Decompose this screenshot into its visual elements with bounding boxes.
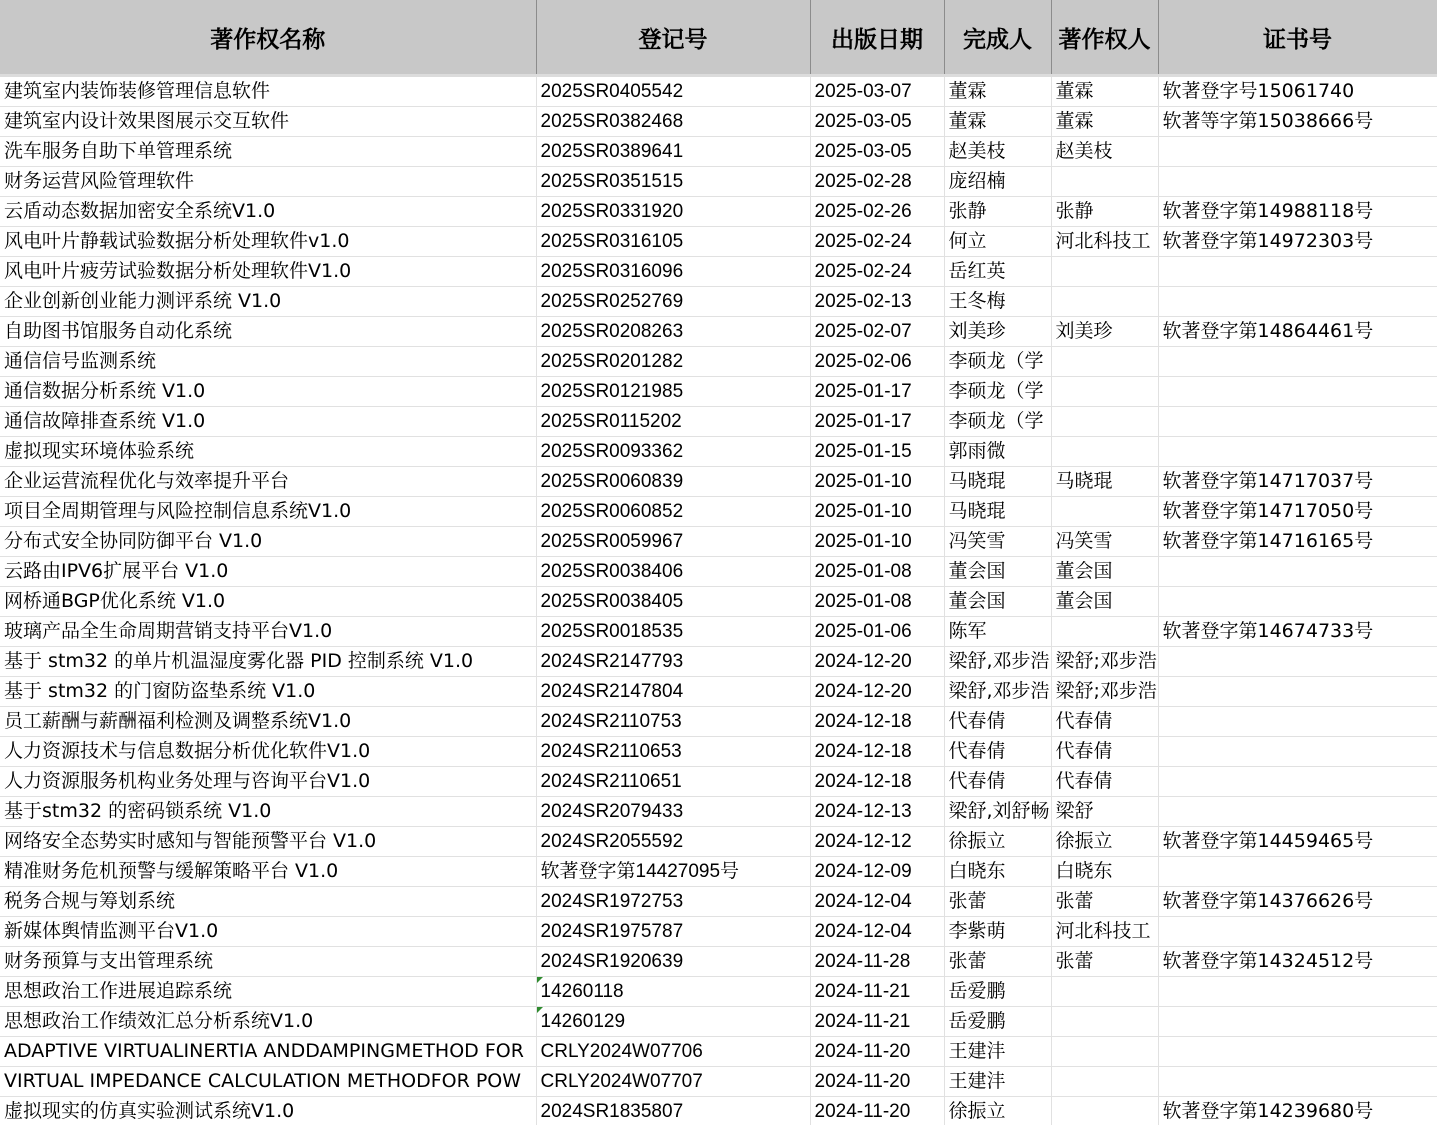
cell-publish-date[interactable]: 2024-12-18 <box>810 737 944 767</box>
header-author[interactable]: 完成人 <box>944 0 1051 76</box>
cell-publish-date[interactable]: 2025-03-05 <box>810 137 944 167</box>
cell-author[interactable]: 赵美枝 <box>944 137 1051 167</box>
cell-author[interactable]: 白晓东 <box>944 857 1051 887</box>
cell-owner[interactable] <box>1051 1037 1158 1067</box>
cell-author[interactable]: 董霖 <box>944 107 1051 137</box>
cell-name[interactable]: 建筑室内设计效果图展示交互软件 <box>0 107 536 137</box>
table-row <box>0 167 1437 197</box>
cell-publish-date[interactable]: 2024-12-09 <box>810 857 944 887</box>
cell-publish-date[interactable]: 2024-12-20 <box>810 647 944 677</box>
cell-publish-date[interactable]: 2024-11-20 <box>810 1067 944 1097</box>
cell-name[interactable]: 项目全周期管理与风险控制信息系统V1.0 <box>0 497 536 527</box>
cell-registration-number[interactable]: 2024SR1920639 <box>536 947 810 977</box>
cell-author[interactable]: 梁舒,刘舒畅 <box>944 797 1051 827</box>
table-row <box>0 497 1437 527</box>
cell-registration-number[interactable]: 14260118 <box>536 977 810 1007</box>
cell-certificate-number[interactable] <box>1158 737 1437 767</box>
table-row <box>0 527 1437 557</box>
cell-owner[interactable] <box>1051 977 1158 1007</box>
cell-publish-date[interactable]: 2025-03-07 <box>810 76 944 107</box>
cell-author[interactable]: 李硕龙（学 <box>944 347 1051 377</box>
table-row <box>0 1067 1437 1097</box>
cell-owner[interactable] <box>1051 497 1158 527</box>
cell-name[interactable]: 思想政治工作进展追踪系统 <box>0 977 536 1007</box>
table-row <box>0 767 1437 797</box>
table-row <box>0 707 1437 737</box>
cell-name[interactable]: 洗车服务自助下单管理系统 <box>0 137 536 167</box>
cell-certificate-number[interactable] <box>1158 137 1437 167</box>
cell-certificate-number[interactable]: 软著登字第14717037号 <box>1158 467 1437 497</box>
cell-owner[interactable]: 代春倩 <box>1051 737 1158 767</box>
table-row <box>0 407 1437 437</box>
cell-certificate-number[interactable] <box>1158 587 1437 617</box>
cell-certificate-number[interactable] <box>1158 1037 1437 1067</box>
cell-author[interactable]: 李紫萌 <box>944 917 1051 947</box>
cell-author[interactable]: 王建沣 <box>944 1037 1051 1067</box>
cell-name[interactable]: 思想政治工作绩效汇总分析系统V1.0 <box>0 1007 536 1037</box>
table-row <box>0 197 1437 227</box>
cell-certificate-number[interactable]: 软著登字第14674733号 <box>1158 617 1437 647</box>
cell-certificate-number[interactable]: 软著登字第14988118号 <box>1158 197 1437 227</box>
table-row <box>0 137 1437 167</box>
cell-publish-date[interactable]: 2024-12-18 <box>810 767 944 797</box>
cell-certificate-number[interactable] <box>1158 1067 1437 1097</box>
cell-owner[interactable]: 张蕾 <box>1051 947 1158 977</box>
cell-owner[interactable]: 徐振立 <box>1051 827 1158 857</box>
cell-name[interactable]: 虚拟现实环境体验系统 <box>0 437 536 467</box>
cell-publish-date[interactable]: 2025-02-24 <box>810 227 944 257</box>
cell-owner[interactable] <box>1051 617 1158 647</box>
cell-name[interactable]: 企业创新创业能力测评系统 V1.0 <box>0 287 536 317</box>
cell-name[interactable]: 虚拟现实的仿真实验测试系统V1.0 <box>0 1097 536 1125</box>
cell-registration-number[interactable]: 2024SR2147793 <box>536 647 810 677</box>
cell-name[interactable]: 风电叶片疲劳试验数据分析处理软件V1.0 <box>0 257 536 287</box>
cell-certificate-number[interactable] <box>1158 647 1437 677</box>
cell-registration-number[interactable]: CRLY2024W07707 <box>536 1067 810 1097</box>
cell-publish-date[interactable]: 2025-01-10 <box>810 497 944 527</box>
table-row <box>0 257 1437 287</box>
cell-owner[interactable]: 董会国 <box>1051 587 1158 617</box>
cell-author[interactable]: 王冬梅 <box>944 287 1051 317</box>
cell-certificate-number[interactable] <box>1158 557 1437 587</box>
header-certificate-number[interactable]: 证书号 <box>1158 0 1437 76</box>
cell-certificate-number[interactable] <box>1158 857 1437 887</box>
cell-registration-number[interactable]: 2024SR1975787 <box>536 917 810 947</box>
cell-author[interactable]: 董霖 <box>944 76 1051 107</box>
cell-publish-date[interactable]: 2024-12-13 <box>810 797 944 827</box>
table-row <box>0 977 1437 1007</box>
cell-publish-date[interactable]: 2025-01-10 <box>810 467 944 497</box>
table-row <box>0 377 1437 407</box>
cell-registration-number[interactable]: 2025SR0121985 <box>536 377 810 407</box>
cell-name[interactable]: 税务合规与筹划系统 <box>0 887 536 917</box>
cell-publish-date[interactable]: 2025-03-05 <box>810 107 944 137</box>
cell-owner[interactable] <box>1051 1007 1158 1037</box>
header-registration-number[interactable]: 登记号 <box>536 0 810 76</box>
cell-registration-number[interactable]: 2024SR1972753 <box>536 887 810 917</box>
cell-registration-number[interactable]: 2024SR2055592 <box>536 827 810 857</box>
cell-certificate-number[interactable] <box>1158 377 1437 407</box>
cell-author[interactable]: 张静 <box>944 197 1051 227</box>
cell-author[interactable]: 李硕龙（学 <box>944 407 1051 437</box>
cell-publish-date[interactable]: 2025-01-06 <box>810 617 944 647</box>
cell-name[interactable]: 云路由IPV6扩展平台 V1.0 <box>0 557 536 587</box>
cell-certificate-number[interactable] <box>1158 257 1437 287</box>
cell-publish-date[interactable]: 2024-11-20 <box>810 1097 944 1125</box>
cell-name[interactable]: 风电叶片静载试验数据分析处理软件v1.0 <box>0 227 536 257</box>
cell-publish-date[interactable]: 2024-12-04 <box>810 917 944 947</box>
table-row <box>0 917 1437 947</box>
cell-publish-date[interactable]: 2025-02-07 <box>810 317 944 347</box>
cell-author[interactable]: 马晓琨 <box>944 497 1051 527</box>
header-name[interactable]: 著作权名称 <box>0 0 536 76</box>
table-row <box>0 557 1437 587</box>
header-publish-date[interactable]: 出版日期 <box>810 0 944 76</box>
cell-author[interactable]: 梁舒,邓步浩 <box>944 647 1051 677</box>
table-row <box>0 1007 1437 1037</box>
cell-certificate-number[interactable] <box>1158 437 1437 467</box>
cell-name[interactable]: ADAPTIVE VIRTUALINERTIA ANDDAMPINGMETHOD FOR <box>0 1037 536 1067</box>
cell-author[interactable]: 徐振立 <box>944 827 1051 857</box>
cell-author[interactable]: 代春倩 <box>944 767 1051 797</box>
table-row <box>0 227 1437 257</box>
cell-publish-date[interactable]: 2025-02-28 <box>810 167 944 197</box>
table-row <box>0 797 1437 827</box>
cell-name[interactable]: 财务预算与支出管理系统 <box>0 947 536 977</box>
cell-certificate-number[interactable]: 软著登字第14459465号 <box>1158 827 1437 857</box>
cell-publish-date[interactable]: 2025-02-24 <box>810 257 944 287</box>
cell-registration-number[interactable]: 2025SR0201282 <box>536 347 810 377</box>
cell-name[interactable]: 通信数据分析系统 V1.0 <box>0 377 536 407</box>
cell-name[interactable]: 通信信号监测系统 <box>0 347 536 377</box>
cell-owner[interactable]: 张静 <box>1051 197 1158 227</box>
cell-certificate-number[interactable]: 软著登字第14239680号 <box>1158 1097 1437 1125</box>
table-row <box>0 737 1437 767</box>
cell-author[interactable]: 郭雨微 <box>944 437 1051 467</box>
cell-publish-date[interactable]: 2024-12-20 <box>810 677 944 707</box>
cell-registration-number[interactable]: 2024SR2147804 <box>536 677 810 707</box>
cell-name[interactable]: 网络安全态势实时感知与智能预警平台 V1.0 <box>0 827 536 857</box>
cell-name[interactable]: 人力资源服务机构业务处理与咨询平台V1.0 <box>0 767 536 797</box>
cell-author[interactable]: 庞绍楠 <box>944 167 1051 197</box>
cell-publish-date[interactable]: 2025-01-17 <box>810 377 944 407</box>
cell-author[interactable]: 徐振立 <box>944 1097 1051 1125</box>
cell-publish-date[interactable]: 2024-12-18 <box>810 707 944 737</box>
cell-registration-number[interactable]: 软著登字第14427095号 <box>536 857 810 887</box>
cell-registration-number[interactable]: 2024SR2110753 <box>536 707 810 737</box>
cell-owner[interactable]: 马晓琨 <box>1051 467 1158 497</box>
cell-name[interactable]: 基于stm32 的密码锁系统 V1.0 <box>0 797 536 827</box>
cell-name[interactable]: VIRTUAL IMPEDANCE CALCULATION METHODFOR POW <box>0 1067 536 1097</box>
cell-owner[interactable]: 张蕾 <box>1051 887 1158 917</box>
header-row <box>0 0 1437 76</box>
cell-registration-number[interactable]: 14260129 <box>536 1007 810 1037</box>
cell-registration-number[interactable]: 2024SR2079433 <box>536 797 810 827</box>
cell-certificate-number[interactable] <box>1158 917 1437 947</box>
cell-author[interactable]: 冯笑雪 <box>944 527 1051 557</box>
cell-owner[interactable]: 河北科技工 <box>1051 227 1158 257</box>
cell-name[interactable]: 网桥通BGP优化系统 V1.0 <box>0 587 536 617</box>
cell-certificate-number[interactable] <box>1158 797 1437 827</box>
cell-certificate-number[interactable] <box>1158 287 1437 317</box>
table-row <box>0 1037 1437 1067</box>
cell-author[interactable]: 王建沣 <box>944 1067 1051 1097</box>
cell-certificate-number[interactable]: 软著等字第15038666号 <box>1158 107 1437 137</box>
cell-publish-date[interactable]: 2024-11-21 <box>810 977 944 1007</box>
cell-certificate-number[interactable] <box>1158 167 1437 197</box>
table-row <box>0 347 1437 377</box>
cell-name[interactable]: 通信故障排查系统 V1.0 <box>0 407 536 437</box>
cell-certificate-number[interactable]: 软著登字第14716165号 <box>1158 527 1437 557</box>
cell-name[interactable]: 精准财务危机预警与缓解策略平台 V1.0 <box>0 857 536 887</box>
cell-publish-date[interactable]: 2024-11-28 <box>810 947 944 977</box>
cell-owner[interactable] <box>1051 407 1158 437</box>
table-row <box>0 467 1437 497</box>
table-row <box>0 827 1437 857</box>
cell-publish-date[interactable]: 2025-01-08 <box>810 587 944 617</box>
cell-owner[interactable] <box>1051 347 1158 377</box>
cell-author[interactable]: 岳爱鹏 <box>944 1007 1051 1037</box>
cell-owner[interactable] <box>1051 167 1158 197</box>
cell-author[interactable]: 刘美珍 <box>944 317 1051 347</box>
cell-registration-number[interactable]: 2025SR0252769 <box>536 287 810 317</box>
cell-author[interactable]: 梁舒,邓步浩 <box>944 677 1051 707</box>
cell-certificate-number[interactable]: 软著登字第14972303号 <box>1158 227 1437 257</box>
table-row <box>0 857 1437 887</box>
cell-publish-date[interactable]: 2025-02-26 <box>810 197 944 227</box>
table-row <box>0 677 1437 707</box>
cell-registration-number[interactable]: 2025SR0018535 <box>536 617 810 647</box>
cell-registration-number[interactable]: 2025SR0060852 <box>536 497 810 527</box>
cell-registration-number[interactable]: 2025SR0038406 <box>536 557 810 587</box>
cell-registration-number[interactable]: 2024SR2110653 <box>536 737 810 767</box>
cell-name[interactable]: 财务运营风险管理软件 <box>0 167 536 197</box>
cell-certificate-number[interactable] <box>1158 347 1437 377</box>
cell-registration-number[interactable]: 2025SR0382468 <box>536 107 810 137</box>
cell-name[interactable]: 云盾动态数据加密安全系统V1.0 <box>0 197 536 227</box>
cell-registration-number[interactable]: 2024SR1835807 <box>536 1097 810 1125</box>
cell-registration-number[interactable]: 2025SR0389641 <box>536 137 810 167</box>
cell-owner[interactable]: 董霖 <box>1051 76 1158 107</box>
table-row <box>0 437 1437 467</box>
cell-name[interactable]: 基于 stm32 的单片机温湿度雾化器 PID 控制系统 V1.0 <box>0 647 536 677</box>
cell-name[interactable]: 人力资源技术与信息数据分析优化软件V1.0 <box>0 737 536 767</box>
cell-publish-date[interactable]: 2025-02-06 <box>810 347 944 377</box>
cell-owner[interactable]: 董霖 <box>1051 107 1158 137</box>
cell-certificate-number[interactable]: 软著登字号15061740 <box>1158 76 1437 107</box>
cell-name[interactable]: 员工薪酬与薪酬福利检测及调整系统V1.0 <box>0 707 536 737</box>
cell-owner[interactable] <box>1051 377 1158 407</box>
table-row <box>0 76 1437 107</box>
cell-author[interactable]: 陈军 <box>944 617 1051 647</box>
cell-registration-number[interactable]: 2025SR0038405 <box>536 587 810 617</box>
cell-certificate-number[interactable]: 软著登字第14864461号 <box>1158 317 1437 347</box>
cell-author[interactable]: 岳爱鹏 <box>944 977 1051 1007</box>
cell-owner[interactable]: 刘美珍 <box>1051 317 1158 347</box>
cell-owner[interactable] <box>1051 287 1158 317</box>
cell-publish-date[interactable]: 2024-11-20 <box>810 1037 944 1067</box>
cell-publish-date[interactable]: 2024-12-04 <box>810 887 944 917</box>
cell-registration-number[interactable]: 2025SR0316105 <box>536 227 810 257</box>
cell-author[interactable]: 张蕾 <box>944 887 1051 917</box>
cell-author[interactable]: 董会国 <box>944 587 1051 617</box>
cell-author[interactable]: 何立 <box>944 227 1051 257</box>
table-row <box>0 947 1437 977</box>
cell-registration-number[interactable]: 2025SR0405542 <box>536 76 810 107</box>
cell-certificate-number[interactable]: 软著登字第14717050号 <box>1158 497 1437 527</box>
cell-owner[interactable]: 白晓东 <box>1051 857 1158 887</box>
cell-registration-number[interactable]: 2025SR0208263 <box>536 317 810 347</box>
cell-registration-number[interactable]: 2025SR0316096 <box>536 257 810 287</box>
cell-author[interactable]: 李硕龙（学 <box>944 377 1051 407</box>
table-row <box>0 887 1437 917</box>
cell-certificate-number[interactable] <box>1158 707 1437 737</box>
header-owner[interactable]: 著作权人 <box>1051 0 1158 76</box>
cell-name[interactable]: 建筑室内装饰装修管理信息软件 <box>0 76 536 107</box>
table-row <box>0 107 1437 137</box>
cell-owner[interactable]: 冯笑雪 <box>1051 527 1158 557</box>
cell-certificate-number[interactable] <box>1158 1007 1437 1037</box>
cell-author[interactable]: 代春倩 <box>944 737 1051 767</box>
cell-owner[interactable]: 梁舒;邓步浩 <box>1051 647 1158 677</box>
cell-registration-number[interactable]: 2024SR2110651 <box>536 767 810 797</box>
cell-author[interactable]: 张蕾 <box>944 947 1051 977</box>
cell-publish-date[interactable]: 2025-01-08 <box>810 557 944 587</box>
table-row <box>0 317 1437 347</box>
cell-author[interactable]: 岳红英 <box>944 257 1051 287</box>
cell-owner[interactable]: 董会国 <box>1051 557 1158 587</box>
cell-certificate-number[interactable]: 软著登字第14376626号 <box>1158 887 1437 917</box>
cell-name[interactable]: 自助图书馆服务自动化系统 <box>0 317 536 347</box>
cell-owner[interactable]: 梁舒;邓步浩 <box>1051 677 1158 707</box>
table-row <box>0 647 1437 677</box>
cell-owner[interactable]: 河北科技工 <box>1051 917 1158 947</box>
cell-name[interactable]: 基于 stm32 的门窗防盗垫系统 V1.0 <box>0 677 536 707</box>
cell-certificate-number[interactable] <box>1158 977 1437 1007</box>
cell-publish-date[interactable]: 2025-02-13 <box>810 287 944 317</box>
cell-registration-number[interactable]: 2025SR0059967 <box>536 527 810 557</box>
cell-certificate-number[interactable] <box>1158 407 1437 437</box>
cell-owner[interactable]: 赵美枝 <box>1051 137 1158 167</box>
cell-registration-number[interactable]: 2025SR0351515 <box>536 167 810 197</box>
cell-name[interactable]: 分布式安全协同防御平台 V1.0 <box>0 527 536 557</box>
cell-publish-date[interactable]: 2025-01-17 <box>810 407 944 437</box>
cell-owner[interactable]: 代春倩 <box>1051 767 1158 797</box>
table-row <box>0 287 1437 317</box>
cell-registration-number[interactable]: 2025SR0093362 <box>536 437 810 467</box>
cell-certificate-number[interactable]: 软著登字第14324512号 <box>1158 947 1437 977</box>
cell-registration-number[interactable]: CRLY2024W07706 <box>536 1037 810 1067</box>
cell-registration-number[interactable]: 2025SR0331920 <box>536 197 810 227</box>
cell-author[interactable]: 代春倩 <box>944 707 1051 737</box>
cell-name[interactable]: 新媒体舆情监测平台V1.0 <box>0 917 536 947</box>
cell-owner[interactable] <box>1051 1097 1158 1125</box>
cell-publish-date[interactable]: 2024-11-21 <box>810 1007 944 1037</box>
cell-registration-number[interactable]: 2025SR0060839 <box>536 467 810 497</box>
cell-owner[interactable] <box>1051 1067 1158 1097</box>
cell-certificate-number[interactable] <box>1158 767 1437 797</box>
table-row <box>0 587 1437 617</box>
cell-publish-date[interactable]: 2025-01-10 <box>810 527 944 557</box>
cell-name[interactable]: 玻璃产品全生命周期营销支持平台V1.0 <box>0 617 536 647</box>
cell-author[interactable]: 马晓琨 <box>944 467 1051 497</box>
cell-certificate-number[interactable] <box>1158 677 1437 707</box>
cell-owner[interactable]: 代春倩 <box>1051 707 1158 737</box>
cell-publish-date[interactable]: 2025-01-15 <box>810 437 944 467</box>
cell-owner[interactable] <box>1051 437 1158 467</box>
cell-owner[interactable] <box>1051 257 1158 287</box>
cell-publish-date[interactable]: 2024-12-12 <box>810 827 944 857</box>
table-row <box>0 1097 1437 1125</box>
cell-name[interactable]: 企业运营流程优化与效率提升平台 <box>0 467 536 497</box>
table-row <box>0 617 1437 647</box>
cell-author[interactable]: 董会国 <box>944 557 1051 587</box>
cell-registration-number[interactable]: 2025SR0115202 <box>536 407 810 437</box>
cell-owner[interactable]: 梁舒 <box>1051 797 1158 827</box>
